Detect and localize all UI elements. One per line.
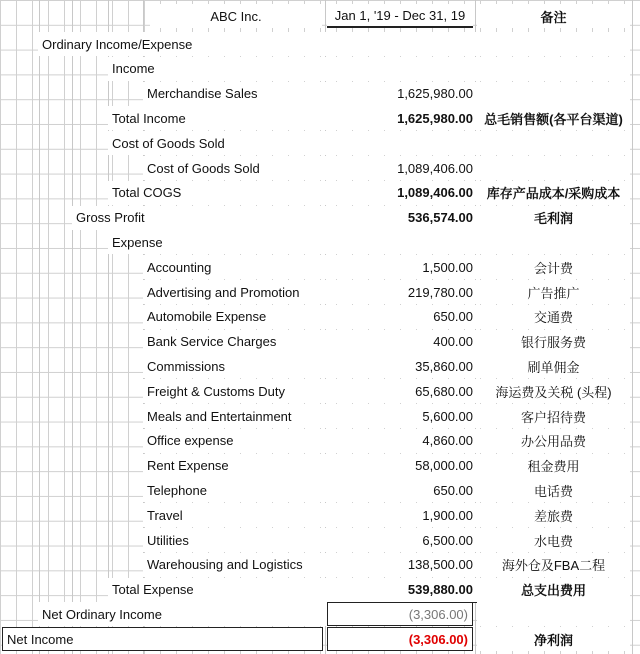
row-amount[interactable]: 1,089,406.00 — [327, 156, 477, 180]
row-note[interactable]: 租金费用 — [477, 454, 630, 478]
row-amount[interactable]: (3,306.00) — [327, 602, 473, 626]
row-note[interactable]: 毛利润 — [477, 206, 630, 230]
report-row — [0, 429, 640, 453]
report-row — [0, 330, 640, 354]
row-amount[interactable]: 650.00 — [327, 478, 477, 502]
report-row — [0, 602, 640, 626]
row-label[interactable]: Rent Expense — [143, 454, 327, 478]
row-note[interactable]: 客户招待费 — [477, 404, 630, 428]
row-label[interactable]: Telephone — [143, 478, 327, 502]
report-row — [0, 627, 640, 651]
row-note[interactable] — [477, 82, 630, 106]
report-row — [0, 305, 640, 329]
row-amount[interactable]: 1,625,980.00 — [327, 106, 477, 130]
row-amount[interactable]: 1,089,406.00 — [327, 181, 477, 205]
report-row — [0, 156, 640, 180]
report-row — [0, 454, 640, 478]
row-label[interactable]: Income — [108, 57, 327, 81]
header-row — [0, 4, 640, 28]
row-amount[interactable]: 4,860.00 — [327, 429, 477, 453]
row-label[interactable]: Total COGS — [108, 181, 327, 205]
row-amount[interactable]: 35,860.00 — [327, 354, 477, 378]
report-row — [0, 553, 640, 577]
note-header[interactable]: 备注 — [477, 4, 630, 28]
report-row — [0, 528, 640, 552]
row-amount[interactable]: 5,600.00 — [327, 404, 477, 428]
report-row — [0, 57, 640, 81]
row-amount[interactable]: 1,625,980.00 — [327, 82, 477, 106]
row-amount[interactable]: 650.00 — [327, 305, 477, 329]
row-note[interactable] — [477, 32, 630, 56]
row-note[interactable] — [477, 131, 630, 155]
row-label[interactable]: Commissions — [143, 354, 327, 378]
row-label[interactable]: Office expense — [143, 429, 327, 453]
row-label[interactable]: Total Income — [108, 106, 327, 130]
report-row — [0, 280, 640, 304]
row-note[interactable]: 银行服务费 — [477, 330, 630, 354]
row-note[interactable]: 会计费 — [477, 255, 630, 279]
row-amount[interactable]: 219,780.00 — [327, 280, 477, 304]
row-note[interactable]: 总毛销售额(各平台渠道) — [477, 106, 630, 130]
row-label[interactable]: Meals and Entertainment — [143, 404, 327, 428]
row-amount[interactable] — [327, 57, 477, 81]
row-note[interactable]: 净利润 — [477, 627, 630, 651]
row-label[interactable]: Gross Profit — [72, 206, 327, 230]
row-note[interactable]: 海外仓及FBA二程 — [477, 553, 630, 577]
report-row — [0, 478, 640, 502]
row-note[interactable] — [477, 230, 630, 254]
row-label[interactable]: Net Ordinary Income — [38, 602, 327, 626]
row-amount[interactable]: 58,000.00 — [327, 454, 477, 478]
row-amount[interactable]: 65,680.00 — [327, 379, 477, 403]
row-note[interactable]: 交通费 — [477, 305, 630, 329]
report-row — [0, 354, 640, 378]
row-amount[interactable]: 536,574.00 — [327, 206, 477, 230]
row-label[interactable]: Accounting — [143, 255, 327, 279]
row-amount[interactable]: (3,306.00) — [327, 627, 473, 651]
row-note[interactable]: 刷单佣金 — [477, 354, 630, 378]
row-amount[interactable]: 6,500.00 — [327, 528, 477, 552]
row-note[interactable]: 海运费及关税 (头程) — [477, 379, 630, 403]
row-label[interactable]: Bank Service Charges — [143, 330, 327, 354]
row-amount[interactable] — [327, 230, 477, 254]
period-header[interactable]: Jan 1, '19 - Dec 31, 19 — [327, 4, 473, 28]
row-label[interactable]: Advertising and Promotion — [143, 280, 327, 304]
row-note[interactable]: 总支出费用 — [477, 578, 630, 602]
company-name[interactable]: ABC Inc. — [150, 4, 322, 28]
row-label[interactable]: Net Income — [2, 627, 323, 651]
row-label[interactable]: Automobile Expense — [143, 305, 327, 329]
row-label[interactable]: Freight & Customs Duty — [143, 379, 327, 403]
report-row — [0, 503, 640, 527]
row-amount[interactable]: 1,500.00 — [327, 255, 477, 279]
row-note[interactable]: 差旅费 — [477, 503, 630, 527]
report-row — [0, 379, 640, 403]
report-row — [0, 255, 640, 279]
row-label[interactable]: Expense — [108, 230, 327, 254]
row-amount[interactable]: 138,500.00 — [327, 553, 477, 577]
row-label[interactable]: Cost of Goods Sold — [143, 156, 327, 180]
row-amount[interactable] — [327, 131, 477, 155]
row-amount[interactable]: 1,900.00 — [327, 503, 477, 527]
row-label[interactable]: Total Expense — [108, 578, 327, 602]
row-label[interactable]: Cost of Goods Sold — [108, 131, 327, 155]
row-note[interactable]: 电话费 — [477, 478, 630, 502]
row-label[interactable]: Utilities — [143, 528, 327, 552]
row-note[interactable] — [477, 602, 630, 626]
row-label[interactable]: Warehousing and Logistics — [143, 553, 327, 577]
row-note[interactable]: 库存产品成本/采购成本 — [477, 181, 630, 205]
row-label[interactable]: Ordinary Income/Expense — [38, 32, 327, 56]
row-note[interactable]: 办公用品费 — [477, 429, 630, 453]
row-label[interactable]: Travel — [143, 503, 327, 527]
row-note[interactable] — [477, 57, 630, 81]
report-row — [0, 181, 640, 205]
report-row — [0, 82, 640, 106]
row-note[interactable]: 水电费 — [477, 528, 630, 552]
row-amount[interactable]: 400.00 — [327, 330, 477, 354]
row-note[interactable]: 广告推广 — [477, 280, 630, 304]
report-row — [0, 32, 640, 56]
row-amount[interactable] — [327, 32, 477, 56]
report-row — [0, 404, 640, 428]
report-row — [0, 131, 640, 155]
row-note[interactable] — [477, 156, 630, 180]
report-row — [0, 106, 640, 130]
report-row — [0, 230, 640, 254]
report-row — [0, 578, 640, 602]
row-label[interactable]: Merchandise Sales — [143, 82, 327, 106]
report-row — [0, 206, 640, 230]
row-amount[interactable]: 539,880.00 — [327, 578, 477, 603]
